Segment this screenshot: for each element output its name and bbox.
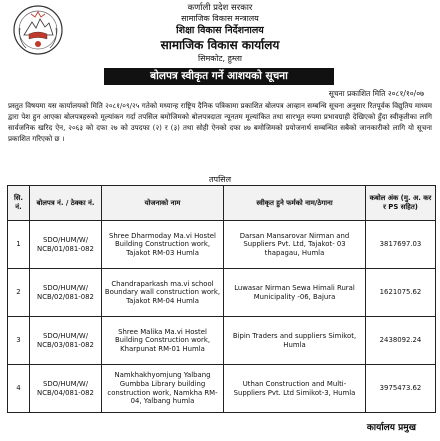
serial-cell: 2 [8, 269, 30, 317]
header-location: सिमकोट, हुम्ला [198, 54, 242, 63]
project-cell: Shree Dharmoday Ma.vi Hostel Building Construction work, Tajakot RM-03 Humla [102, 221, 224, 269]
notice-title: बोलपत्र स्वीकृत गर्ने आशयको सूचना [104, 68, 334, 85]
firm-cell: Luwasar Nirman Sewa Himali Rural Municipality -06, Bajura [224, 269, 366, 317]
publication-date: सूचना प्रकाशित मिति २०८१/१०/०७ [328, 89, 424, 98]
header-ministry: सामाजिक विकास मन्त्रालय [181, 14, 259, 23]
header-government: कर्णाली प्रदेश सरकार [187, 3, 253, 13]
bid-number-cell: SDO/HUM/W/ NCB/01/081-082 [30, 221, 102, 269]
project-cell: Shree Malika Ma.vi Hostel Building Construction work, Kharpunat RM-01 Humla [102, 317, 224, 365]
amount-cell: 3975473.62 [366, 365, 436, 413]
notice-body: प्रस्तुत विषयमा यस कार्यालयको मिति २०८१/०९/२५ गतेको मध्यान्ह राष्ट्रिय दैनिक पत्रिकामा प्रकाशित बोलपत्र आव्हान सम्बन्धि सूचना अनुसार रितपूर्वक विद्युतिय माध्यम द्वारा पेश हुन आएका बोलपत्रहरुको मूल्यांकन गर्दा तपसिल बमोजिमको बोलपत्रदाता न्यूनतम मूल्यांकित तथा सारभूत रुपमा प्रभावग्राही देखिएको हुँदा स्वीकृतीका लागि सार्वजनिक खरिद ऐन, २०६३ को दफा २७ को उपदफा (२) र (३) तथा सोही ऐनको दफा ४७ बमोजिमको प्रयोजनार्थ सम्बन्धित सबैको जानकारीको लागि यो सूचना प्रकाशित गरिएको छ । [8, 101, 432, 143]
header-project-name: योजनाको नाम [102, 186, 224, 221]
header-bid-amount: कबोल अंक (मु. अ. कर र PS सहित) [366, 186, 436, 221]
amount-cell: 3817697.03 [366, 221, 436, 269]
serial-cell: 3 [8, 317, 30, 365]
bid-number-cell: SDO/HUM/W/ NCB/02/081-082 [30, 269, 102, 317]
table-caption: तपसिल [208, 175, 231, 184]
firm-cell: Bipin Traders and suppliers Simikot, Humla [224, 317, 366, 365]
header-bid-number: बोलपत्र नं. / ठेक्का नं. [30, 186, 102, 221]
project-cell: Namkhakhyomjung Yalbang Gumbba Library building construction work, Namkha RM-04, Yalbang humla [102, 365, 224, 413]
firm-cell: Uthan Construction and Multi- Suppliers Pvt. Ltd Simikot-3, Humla [224, 365, 366, 413]
table-row [8, 365, 436, 413]
table-header-row [8, 186, 436, 221]
table-row [8, 317, 436, 365]
firm-cell: Darsan Mansarovar Nirman and Suppliers Pvt. Ltd, Tajakot- 03 thapagau, Humla [224, 221, 366, 269]
header-directorate: शिक्षा विकास निर्देशनालय [176, 25, 264, 36]
header-firm-name: स्वीकृत हुने फर्मको नाम/ठेगाना [224, 186, 366, 221]
table-row [8, 221, 436, 269]
amount-cell: 2438092.24 [366, 317, 436, 365]
serial-cell: 1 [8, 221, 30, 269]
bid-table [7, 185, 436, 413]
header-office: सामाजिक विकास कार्यालय [160, 38, 280, 52]
header-serial: सि. नं. [8, 186, 30, 221]
amount-cell: 1621075.62 [366, 269, 436, 317]
table-row [8, 269, 436, 317]
bid-number-cell: SDO/HUM/W/ NCB/04/081-082 [30, 365, 102, 413]
bid-number-cell: SDO/HUM/W/ NCB/03/081-082 [30, 317, 102, 365]
project-cell: Chandraparkash ma.vi school Boundary wall construction work, Tajakot RM-04 Humla [102, 269, 224, 317]
office-head-signature-label: कार्यालय प्रमुख [366, 423, 416, 433]
serial-cell: 4 [8, 365, 30, 413]
